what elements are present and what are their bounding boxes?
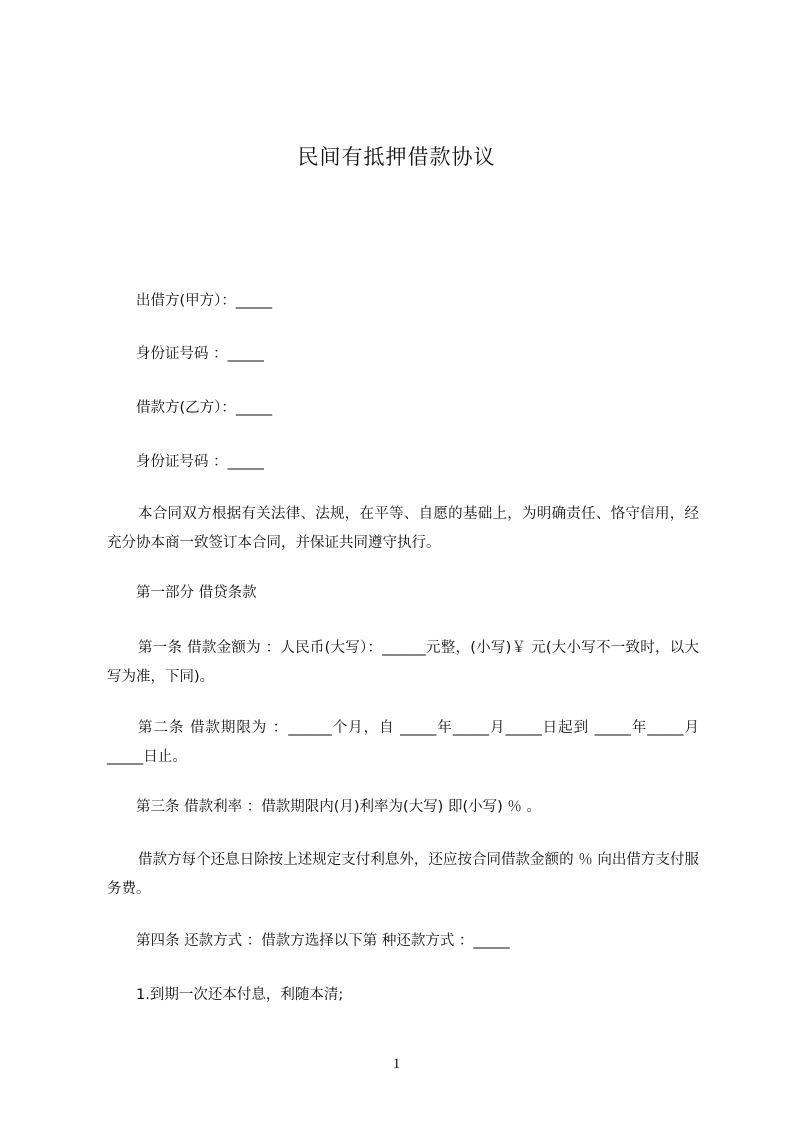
article-2-paragraph: 第二条 借款期限为 ：______个月，自 _____年_____月_____日起到 _____年_____月_____日止。 bbox=[107, 720, 699, 765]
article-4-paragraph: 第四条 还款方式 ：借款方选择以下第 种还款方式 ：_____ bbox=[136, 933, 510, 949]
repayment-option-1: 1.到期一次还本付息，利随本清; bbox=[136, 987, 344, 1003]
lender-id-field: 身份证号码 ：_____ bbox=[136, 346, 264, 362]
borrower-field: 借款方(乙方）：_____ bbox=[136, 400, 273, 416]
intro-paragraph: 本合同双方根据有关法律、法规，在平等、自愿的基础上，为明确责任、恪守信用，经充分协本商一致签订本合同，并保证共同遵守执行。 bbox=[107, 506, 699, 551]
part-one-heading: 第一部分 借贷条款 bbox=[136, 585, 257, 601]
borrower-id-field: 身份证号码 ：_____ bbox=[136, 454, 264, 470]
article-3-paragraph: 第三条 借款利率 ：借款期限内(月)利率为(大写) 即(小写) ％ 。 bbox=[136, 799, 541, 815]
lender-field: 出借方(甲方）：_____ bbox=[136, 293, 273, 309]
article-1-paragraph: 第一条 借款金额为 ：人民币(大写）：______元整，(小写)￥ 元(大小写不一致时，以大写为准，下同)。 bbox=[107, 640, 699, 685]
service-fee-paragraph: 借款方每个还息日除按上述规定支付利息外，还应按合同借款金额的 ％ 向出借方支付服务费。 bbox=[107, 852, 699, 897]
page-number: 1 bbox=[392, 1056, 401, 1072]
document-title: 民间有抵押借款协议 bbox=[297, 145, 496, 169]
